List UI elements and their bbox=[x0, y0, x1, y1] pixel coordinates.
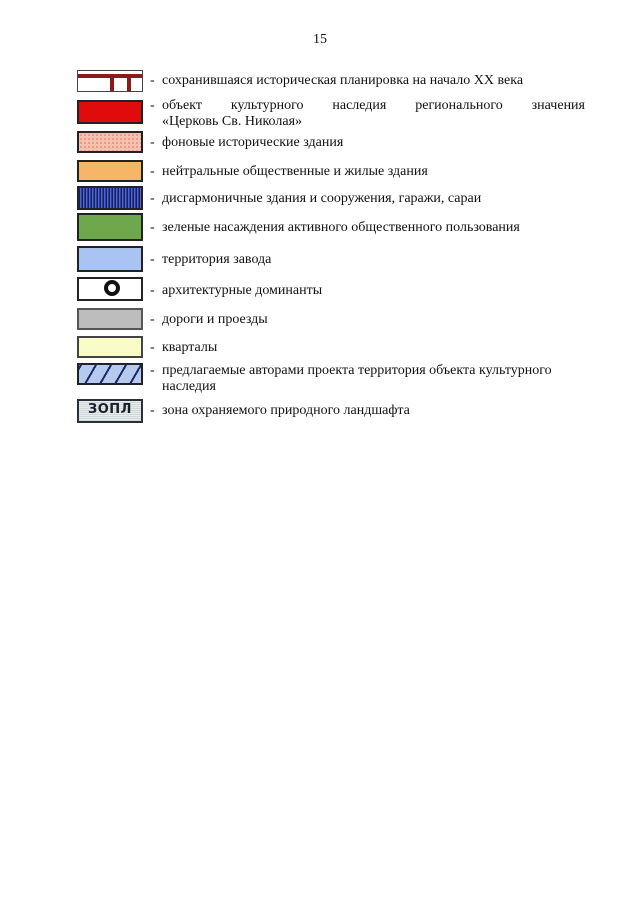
legend-text: фоновые исторические здания bbox=[162, 135, 344, 150]
legend-dash: - bbox=[150, 312, 155, 327]
legend-text-line1: объект культурного наследия регионального значения bbox=[162, 98, 585, 113]
heritage-object-swatch-icon bbox=[77, 100, 143, 124]
legend-dash: - bbox=[150, 340, 155, 355]
factory-territory-swatch-icon bbox=[77, 246, 143, 272]
legend-text bbox=[162, 98, 585, 130]
legend-dash: - bbox=[150, 164, 155, 179]
legend-text: зона охраняемого природного ландшафта bbox=[162, 403, 410, 418]
legend-text bbox=[162, 363, 585, 395]
legend-text-line2: «Церковь Св. Николая» bbox=[162, 114, 303, 129]
legend-text: зеленые насаждения активного общественного пользования bbox=[162, 220, 520, 235]
legend-text: архитектурные доминанты bbox=[162, 283, 323, 298]
legend-dash: - bbox=[150, 135, 155, 150]
legend-text: дисгармоничные здания и сооружения, гаражи, сараи bbox=[162, 191, 482, 206]
roads-swatch-icon bbox=[77, 308, 143, 330]
legend-dash: - bbox=[150, 403, 155, 418]
ring-icon bbox=[104, 280, 120, 296]
legend-dash: - bbox=[150, 73, 155, 88]
legend-dash: - bbox=[150, 220, 155, 235]
legend-text: кварталы bbox=[162, 340, 218, 355]
legend-text: нейтральные общественные и жилые здания bbox=[162, 164, 428, 179]
legend-dash: - bbox=[150, 252, 155, 267]
background-buildings-swatch-icon bbox=[77, 131, 143, 153]
protected-landscape-swatch-icon bbox=[77, 399, 143, 423]
swatch-label: ЗОПЛ bbox=[88, 402, 132, 417]
legend-text-line2: наследия bbox=[162, 379, 216, 394]
disharmonious-buildings-swatch-icon bbox=[77, 186, 143, 210]
legend-dash: - bbox=[150, 98, 155, 113]
page-number: 15 bbox=[313, 32, 327, 47]
blocks-swatch-icon bbox=[77, 336, 143, 358]
green-space-swatch-icon bbox=[77, 213, 143, 241]
historical-planning-icon bbox=[77, 70, 143, 92]
legend-dash: - bbox=[150, 191, 155, 206]
legend-text: территория завода bbox=[162, 252, 272, 267]
legend-text: сохранившаяся историческая планировка на начало XX века bbox=[162, 73, 524, 88]
legend-dash: - bbox=[150, 363, 155, 378]
legend-dash: - bbox=[150, 283, 155, 298]
legend-text-line1: предлагаемые авторами проекта территория объекта культурного bbox=[162, 363, 552, 378]
hatched-swatch-icon bbox=[77, 363, 143, 385]
legend-text: дороги и проезды bbox=[162, 312, 268, 327]
neutral-buildings-swatch-icon bbox=[77, 160, 143, 182]
architectural-dominant-swatch bbox=[77, 277, 143, 301]
